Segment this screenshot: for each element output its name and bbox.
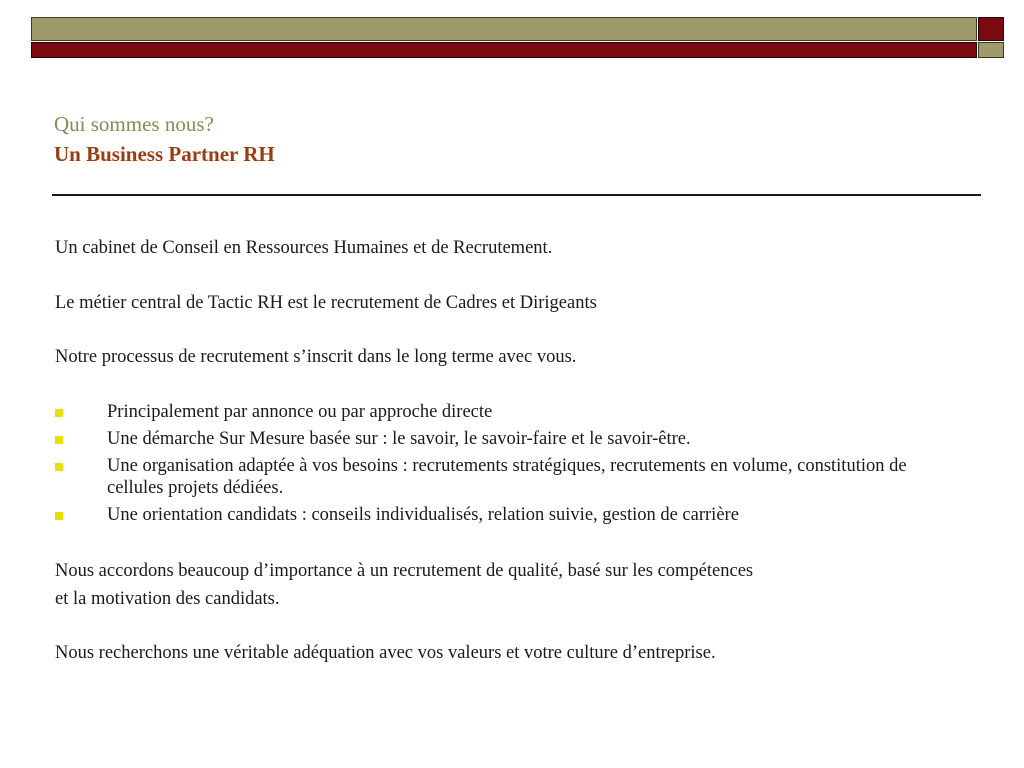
slide-title-question: Qui sommes nous? xyxy=(54,112,214,136)
paragraph-intro: Un cabinet de Conseil en Ressources Humaines et de Recrutement. xyxy=(55,238,553,258)
header-maroon-square xyxy=(978,17,1004,41)
header-olive-square xyxy=(978,42,1004,58)
bullet-text: Une organisation adaptée à vos besoins : recrutements stratégiques, recrutements en volume, constitution de cellules projets dédiées. xyxy=(107,456,907,498)
bullet-text: Une démarche Sur Mesure basée sur : le savoir, le savoir-faire et le savoir-être. xyxy=(107,429,691,449)
square-bullet-icon xyxy=(55,409,63,417)
bullet-text: Une orientation candidats : conseils individualisés, relation suivie, gestion de carrière xyxy=(107,505,739,525)
list-item xyxy=(55,504,955,526)
slide-title-main: Un Business Partner RH xyxy=(54,142,275,166)
title-divider xyxy=(52,194,981,196)
header-maroon-bar xyxy=(31,42,977,58)
paragraph-core-business: Le métier central de Tactic RH est le recrutement de Cadres et Dirigeants xyxy=(55,293,597,313)
square-bullet-icon xyxy=(55,512,63,520)
list-item xyxy=(55,428,955,450)
square-bullet-icon xyxy=(55,463,63,471)
paragraph-quality-line1: Nous accordons beaucoup d’importance à un recrutement de qualité, basé sur les compétences xyxy=(55,561,754,581)
list-item xyxy=(55,455,955,499)
bullet-text: Principalement par annonce ou par approche directe xyxy=(107,402,493,422)
square-bullet-icon xyxy=(55,436,63,444)
bullet-list xyxy=(55,401,955,531)
paragraph-quality-line2: et la motivation des candidats. xyxy=(55,589,280,609)
list-item xyxy=(55,401,955,423)
paragraph-process: Notre processus de recrutement s’inscrit dans le long terme avec vous. xyxy=(55,347,577,367)
header-olive-bar xyxy=(31,17,977,41)
paragraph-values: Nous recherchons une véritable adéquation avec vos valeurs et votre culture d’entreprise. xyxy=(55,643,716,663)
